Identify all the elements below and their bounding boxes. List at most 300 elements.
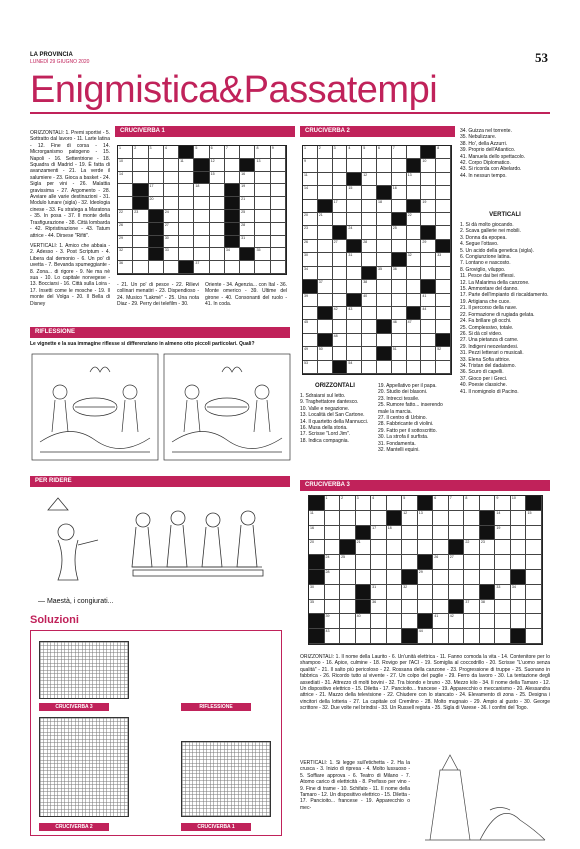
grid-cell[interactable] [149, 184, 164, 197]
grid-cell[interactable] [325, 629, 341, 644]
grid-cell[interactable] [164, 248, 179, 261]
grid-cell[interactable] [407, 347, 422, 360]
grid-cell[interactable] [377, 294, 392, 307]
grid-cell[interactable] [303, 159, 318, 172]
grid-cell[interactable] [418, 629, 434, 644]
grid-cell[interactable] [325, 600, 341, 615]
grid-cell[interactable] [133, 210, 148, 223]
grid-cell[interactable] [392, 267, 407, 280]
grid-cell[interactable] [433, 600, 449, 615]
grid-cell[interactable] [392, 334, 407, 347]
grid-cell[interactable] [318, 320, 333, 333]
grid-cell[interactable] [179, 184, 194, 197]
grid-cell[interactable] [433, 540, 449, 555]
grid-cell[interactable] [436, 320, 451, 333]
grid-cell[interactable] [511, 540, 527, 555]
grid-cell[interactable] [480, 555, 496, 570]
grid-cell[interactable] [495, 555, 511, 570]
grid-cell[interactable] [133, 236, 148, 249]
grid-cell[interactable] [318, 267, 333, 280]
grid-cell[interactable] [392, 347, 407, 360]
grid-cell[interactable] [133, 261, 148, 274]
grid-cell[interactable] [255, 159, 270, 172]
grid-cell[interactable] [340, 496, 356, 511]
grid-cell[interactable] [387, 496, 406, 511]
grid-cell[interactable] [318, 186, 333, 199]
grid-cell[interactable] [194, 146, 209, 159]
grid-cell[interactable] [362, 186, 377, 199]
grid-cell[interactable] [318, 361, 333, 374]
grid-cell[interactable] [340, 629, 356, 644]
grid-cell[interactable] [333, 240, 348, 253]
grid-cell[interactable] [303, 294, 318, 307]
grid-cell[interactable] [303, 146, 318, 159]
grid-cell[interactable] [436, 226, 451, 239]
grid-cell[interactable] [511, 585, 527, 600]
grid-cell[interactable] [164, 236, 179, 249]
grid-cell[interactable] [347, 307, 362, 320]
grid-cell[interactable] [118, 236, 133, 249]
grid-cell[interactable] [387, 570, 403, 585]
grid-cell[interactable] [526, 526, 542, 541]
grid-cell[interactable] [318, 294, 333, 307]
grid-cell[interactable] [464, 555, 480, 570]
grid-cell[interactable] [255, 223, 270, 236]
grid-cell[interactable] [340, 600, 356, 615]
grid-cell[interactable] [179, 197, 194, 210]
grid-cell[interactable] [149, 159, 164, 172]
grid-cell[interactable] [418, 511, 434, 526]
grid-cell[interactable] [402, 496, 418, 511]
grid-cell[interactable] [210, 261, 225, 274]
grid-cell[interactable] [194, 197, 209, 210]
grid-cell[interactable] [464, 496, 480, 511]
cruciverba2-grid[interactable] [302, 145, 452, 375]
grid-cell[interactable] [371, 585, 387, 600]
grid-cell[interactable] [347, 280, 362, 293]
grid-cell[interactable] [362, 361, 377, 374]
grid-cell[interactable] [271, 236, 286, 249]
grid-cell[interactable] [436, 361, 451, 374]
grid-cell[interactable] [402, 511, 418, 526]
grid-cell[interactable] [303, 173, 318, 186]
grid-cell[interactable] [392, 146, 407, 159]
grid-cell[interactable] [436, 280, 451, 293]
grid-cell[interactable] [356, 629, 372, 644]
grid-cell[interactable] [303, 320, 318, 333]
grid-cell[interactable] [333, 267, 348, 280]
grid-cell[interactable] [377, 307, 392, 320]
grid-cell[interactable] [495, 511, 511, 526]
grid-cell[interactable] [362, 213, 377, 226]
grid-cell[interactable] [392, 307, 407, 320]
grid-cell[interactable] [118, 146, 133, 159]
grid-cell[interactable] [464, 600, 480, 615]
grid-cell[interactable] [407, 186, 422, 199]
grid-cell[interactable] [325, 570, 341, 585]
grid-cell[interactable] [164, 261, 179, 274]
grid-cell[interactable] [407, 267, 422, 280]
grid-cell[interactable] [194, 210, 209, 223]
grid-cell[interactable] [347, 320, 362, 333]
grid-cell[interactable] [225, 159, 240, 172]
grid-cell[interactable] [433, 496, 449, 511]
grid-cell[interactable] [421, 200, 436, 213]
grid-cell[interactable] [179, 159, 194, 172]
grid-cell[interactable] [392, 294, 407, 307]
grid-cell[interactable] [333, 213, 348, 226]
grid-cell[interactable] [340, 555, 356, 570]
grid-cell[interactable] [164, 197, 179, 210]
grid-cell[interactable] [309, 585, 325, 600]
grid-cell[interactable] [164, 184, 179, 197]
grid-cell[interactable] [240, 146, 255, 159]
grid-cell[interactable] [194, 184, 209, 197]
grid-cell[interactable] [325, 540, 341, 555]
grid-cell[interactable] [333, 186, 348, 199]
grid-cell[interactable] [402, 555, 418, 570]
grid-cell[interactable] [347, 267, 362, 280]
grid-cell[interactable] [318, 347, 333, 360]
grid-cell[interactable] [194, 261, 209, 274]
grid-cell[interactable] [377, 213, 392, 226]
grid-cell[interactable] [421, 307, 436, 320]
grid-cell[interactable] [255, 172, 270, 185]
grid-cell[interactable] [371, 511, 387, 526]
grid-cell[interactable] [433, 570, 449, 585]
grid-cell[interactable] [164, 172, 179, 185]
grid-cell[interactable] [333, 173, 348, 186]
grid-cell[interactable] [464, 570, 480, 585]
grid-cell[interactable] [133, 146, 148, 159]
grid-cell[interactable] [433, 511, 449, 526]
grid-cell[interactable] [164, 146, 179, 159]
cruciverba3-grid[interactable] [308, 495, 543, 645]
grid-cell[interactable] [194, 236, 209, 249]
grid-cell[interactable] [418, 526, 434, 541]
grid-cell[interactable] [356, 496, 375, 511]
grid-cell[interactable] [225, 172, 240, 185]
grid-cell[interactable] [362, 173, 377, 186]
grid-cell[interactable] [194, 248, 209, 261]
grid-cell[interactable] [402, 600, 418, 615]
grid-cell[interactable] [303, 186, 318, 199]
grid-cell[interactable] [495, 614, 511, 629]
grid-cell[interactable] [480, 570, 496, 585]
grid-cell[interactable] [309, 511, 325, 526]
grid-cell[interactable] [333, 320, 348, 333]
grid-cell[interactable] [433, 629, 449, 644]
grid-cell[interactable] [433, 614, 449, 629]
grid-cell[interactable] [271, 210, 286, 223]
grid-cell[interactable] [179, 236, 194, 249]
grid-cell[interactable] [421, 320, 436, 333]
grid-cell[interactable] [495, 585, 511, 600]
grid-cell[interactable] [511, 511, 527, 526]
grid-cell[interactable] [325, 511, 341, 526]
grid-cell[interactable] [433, 555, 449, 570]
grid-cell[interactable] [210, 223, 225, 236]
grid-cell[interactable] [179, 223, 194, 236]
grid-cell[interactable] [418, 540, 434, 555]
grid-cell[interactable] [464, 629, 480, 644]
grid-cell[interactable] [240, 236, 255, 249]
grid-cell[interactable] [436, 159, 451, 172]
grid-cell[interactable] [526, 629, 542, 644]
grid-cell[interactable] [362, 159, 377, 172]
cruciverba1-grid[interactable] [117, 145, 287, 275]
grid-cell[interactable] [240, 223, 255, 236]
grid-cell[interactable] [333, 307, 348, 320]
grid-cell[interactable] [392, 186, 407, 199]
grid-cell[interactable] [495, 600, 511, 615]
grid-cell[interactable] [362, 320, 377, 333]
grid-cell[interactable] [318, 226, 333, 239]
grid-cell[interactable] [392, 240, 407, 253]
grid-cell[interactable] [377, 173, 392, 186]
grid-cell[interactable] [179, 210, 194, 223]
grid-cell[interactable] [526, 570, 542, 585]
grid-cell[interactable] [133, 159, 148, 172]
grid-cell[interactable] [402, 540, 418, 555]
grid-cell[interactable] [240, 210, 255, 223]
grid-cell[interactable] [526, 585, 542, 600]
grid-cell[interactable] [418, 570, 434, 585]
grid-cell[interactable] [526, 540, 542, 555]
grid-cell[interactable] [347, 226, 362, 239]
grid-cell[interactable] [377, 280, 392, 293]
grid-cell[interactable] [449, 526, 465, 541]
grid-cell[interactable] [340, 526, 356, 541]
grid-cell[interactable] [255, 184, 270, 197]
grid-cell[interactable] [225, 248, 240, 261]
grid-cell[interactable] [303, 226, 318, 239]
grid-cell[interactable] [340, 585, 356, 600]
grid-cell[interactable] [325, 614, 341, 629]
grid-cell[interactable] [421, 240, 436, 253]
grid-cell[interactable] [318, 240, 333, 253]
grid-cell[interactable] [356, 570, 372, 585]
grid-cell[interactable] [402, 585, 418, 600]
grid-cell[interactable] [362, 334, 377, 347]
grid-cell[interactable] [309, 540, 325, 555]
grid-cell[interactable] [377, 200, 392, 213]
grid-cell[interactable] [255, 197, 270, 210]
grid-cell[interactable] [333, 347, 348, 360]
grid-cell[interactable] [407, 173, 422, 186]
grid-cell[interactable] [340, 511, 356, 526]
grid-cell[interactable] [309, 526, 325, 541]
grid-cell[interactable] [436, 347, 451, 360]
grid-cell[interactable] [271, 159, 286, 172]
grid-cell[interactable] [371, 614, 387, 629]
grid-cell[interactable] [402, 614, 418, 629]
grid-cell[interactable] [371, 629, 387, 644]
grid-cell[interactable] [118, 261, 133, 274]
grid-cell[interactable] [347, 334, 362, 347]
grid-cell[interactable] [356, 555, 372, 570]
grid-cell[interactable] [387, 629, 403, 644]
grid-cell[interactable] [449, 555, 465, 570]
grid-cell[interactable] [240, 197, 255, 210]
grid-cell[interactable] [149, 261, 164, 274]
grid-cell[interactable] [392, 361, 407, 374]
grid-cell[interactable] [421, 159, 436, 172]
grid-cell[interactable] [436, 294, 451, 307]
grid-cell[interactable] [118, 223, 133, 236]
grid-cell[interactable] [318, 146, 333, 159]
grid-cell[interactable] [179, 172, 194, 185]
grid-cell[interactable] [377, 267, 392, 280]
grid-cell[interactable] [449, 496, 468, 511]
grid-cell[interactable] [436, 173, 451, 186]
grid-cell[interactable] [436, 253, 451, 266]
grid-cell[interactable] [362, 294, 377, 307]
grid-cell[interactable] [347, 253, 362, 266]
grid-cell[interactable] [421, 173, 436, 186]
grid-cell[interactable] [303, 334, 318, 347]
grid-cell[interactable] [449, 629, 465, 644]
grid-cell[interactable] [449, 585, 465, 600]
grid-cell[interactable] [377, 240, 392, 253]
grid-cell[interactable] [526, 511, 542, 526]
grid-cell[interactable] [347, 186, 362, 199]
grid-cell[interactable] [271, 172, 286, 185]
grid-cell[interactable] [511, 496, 527, 511]
grid-cell[interactable] [407, 253, 422, 266]
grid-cell[interactable] [421, 267, 436, 280]
grid-cell[interactable] [526, 614, 542, 629]
grid-cell[interactable] [133, 172, 148, 185]
grid-cell[interactable] [347, 159, 362, 172]
grid-cell[interactable] [407, 361, 422, 374]
grid-cell[interactable] [240, 261, 255, 274]
grid-cell[interactable] [421, 347, 436, 360]
grid-cell[interactable] [407, 280, 422, 293]
grid-cell[interactable] [347, 146, 362, 159]
grid-cell[interactable] [210, 236, 225, 249]
grid-cell[interactable] [480, 496, 499, 511]
grid-cell[interactable] [371, 570, 387, 585]
grid-cell[interactable] [225, 261, 240, 274]
grid-cell[interactable] [387, 585, 403, 600]
grid-cell[interactable] [371, 555, 387, 570]
grid-cell[interactable] [347, 200, 362, 213]
grid-cell[interactable] [407, 226, 422, 239]
grid-cell[interactable] [347, 213, 362, 226]
grid-cell[interactable] [164, 210, 179, 223]
grid-cell[interactable] [511, 600, 527, 615]
grid-cell[interactable] [303, 347, 318, 360]
grid-cell[interactable] [318, 280, 333, 293]
grid-cell[interactable] [392, 226, 407, 239]
grid-cell[interactable] [407, 213, 422, 226]
grid-cell[interactable] [402, 526, 418, 541]
grid-cell[interactable] [362, 253, 377, 266]
grid-cell[interactable] [526, 555, 542, 570]
grid-cell[interactable] [407, 334, 422, 347]
grid-cell[interactable] [362, 200, 377, 213]
grid-cell[interactable] [495, 629, 511, 644]
grid-cell[interactable] [210, 172, 225, 185]
grid-cell[interactable] [271, 146, 286, 159]
grid-cell[interactable] [526, 600, 542, 615]
grid-cell[interactable] [318, 253, 333, 266]
grid-cell[interactable] [436, 307, 451, 320]
grid-cell[interactable] [387, 526, 403, 541]
grid-cell[interactable] [377, 146, 392, 159]
grid-cell[interactable] [362, 146, 377, 159]
grid-cell[interactable] [118, 197, 133, 210]
grid-cell[interactable] [436, 267, 451, 280]
grid-cell[interactable] [325, 496, 344, 511]
grid-cell[interactable] [480, 540, 496, 555]
grid-cell[interactable] [480, 629, 496, 644]
grid-cell[interactable] [377, 334, 392, 347]
grid-cell[interactable] [271, 248, 286, 261]
grid-cell[interactable] [210, 248, 225, 261]
grid-cell[interactable] [371, 496, 387, 511]
grid-cell[interactable] [318, 173, 333, 186]
grid-cell[interactable] [303, 240, 318, 253]
grid-cell[interactable] [436, 186, 451, 199]
grid-cell[interactable] [480, 614, 496, 629]
grid-cell[interactable] [149, 146, 164, 159]
grid-cell[interactable] [392, 320, 407, 333]
grid-cell[interactable] [303, 200, 318, 213]
grid-cell[interactable] [225, 146, 240, 159]
grid-cell[interactable] [464, 540, 480, 555]
grid-cell[interactable] [449, 511, 465, 526]
grid-cell[interactable] [371, 540, 387, 555]
grid-cell[interactable] [371, 526, 387, 541]
grid-cell[interactable] [392, 173, 407, 186]
grid-cell[interactable] [333, 159, 348, 172]
grid-cell[interactable] [407, 240, 422, 253]
grid-cell[interactable] [255, 236, 270, 249]
grid-cell[interactable] [118, 210, 133, 223]
grid-cell[interactable] [464, 526, 480, 541]
grid-cell[interactable] [333, 200, 348, 213]
grid-cell[interactable] [377, 226, 392, 239]
grid-cell[interactable] [347, 361, 362, 374]
grid-cell[interactable] [387, 540, 403, 555]
grid-cell[interactable] [333, 253, 348, 266]
grid-cell[interactable] [164, 159, 179, 172]
grid-cell[interactable] [464, 511, 480, 526]
grid-cell[interactable] [271, 261, 286, 274]
grid-cell[interactable] [387, 555, 403, 570]
grid-cell[interactable] [436, 213, 451, 226]
grid-cell[interactable] [495, 570, 511, 585]
grid-cell[interactable] [210, 159, 225, 172]
grid-cell[interactable] [356, 511, 372, 526]
grid-cell[interactable] [362, 240, 377, 253]
grid-cell[interactable] [179, 248, 194, 261]
grid-cell[interactable] [303, 361, 318, 374]
grid-cell[interactable] [210, 184, 225, 197]
grid-cell[interactable] [362, 347, 377, 360]
grid-cell[interactable] [347, 347, 362, 360]
grid-cell[interactable] [333, 146, 351, 159]
grid-cell[interactable] [194, 223, 209, 236]
grid-cell[interactable] [356, 540, 372, 555]
grid-cell[interactable] [356, 614, 372, 629]
grid-cell[interactable] [407, 294, 422, 307]
grid-cell[interactable] [387, 614, 403, 629]
grid-cell[interactable] [149, 197, 164, 210]
grid-cell[interactable] [318, 159, 333, 172]
